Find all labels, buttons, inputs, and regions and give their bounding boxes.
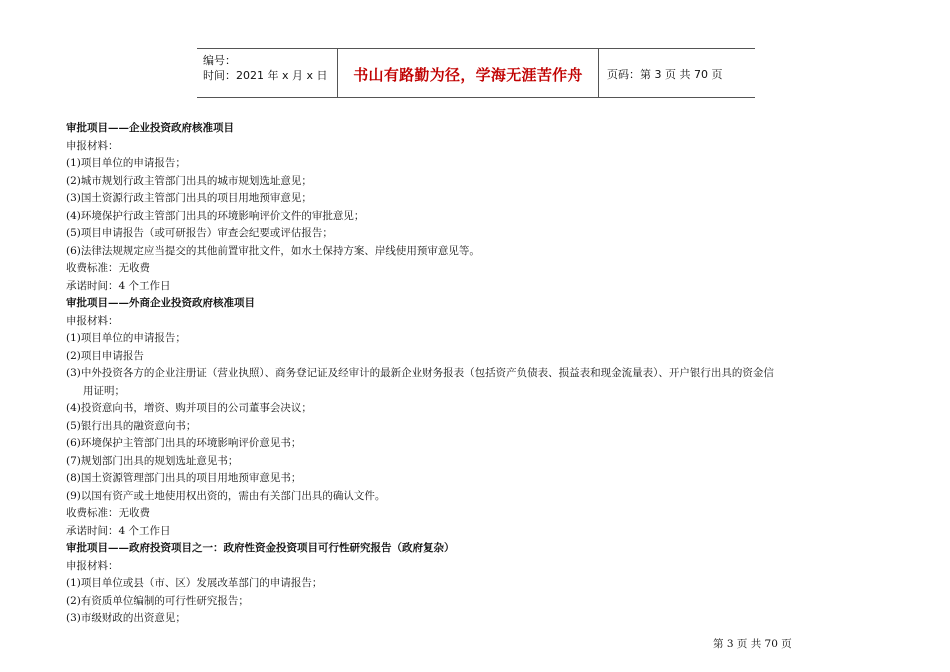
body-line: 收费标准：无收费: [66, 262, 150, 274]
body-line: 承诺时间：4 个工作日: [66, 279, 171, 292]
body-line: (6)环境保护主管部门出具的环境影响评价意见书；: [66, 437, 302, 449]
body-line: (3)中外投资各方的企业注册证（营业执照）、商务登记证及经审计的最新企业财务报表（包括资产负债表、损益表和现金流量表）、开户银行出具的资金信: [66, 367, 774, 379]
document-date-label: 时间：2021 年 x 月 x 日: [203, 69, 328, 82]
body-line: (2)项目申请报告: [66, 349, 144, 362]
body-line: 承诺时间：4 个工作日: [66, 524, 171, 537]
document-number-label: 编号：: [203, 54, 236, 67]
page-footer: 第 3 页 共 70 页: [713, 638, 792, 650]
body-line: (5)项目申请报告（或可研报告）审查会纪要或评估报告；: [66, 227, 333, 239]
body-line: (3)国土资源行政主管部门出具的项目用地预审意见；: [66, 192, 312, 204]
body-line: (4)投资意向书，增资、购并项目的公司董事会决议；: [66, 402, 312, 414]
body-line: (1)项目单位或县（市、区）发展改革部门的申请报告；: [66, 577, 323, 589]
body-line: 用证明；: [83, 384, 125, 397]
body-line: (1)项目单位的申请报告；: [66, 157, 186, 169]
header-meta: [197, 49, 337, 97]
body-line: 申报材料：: [66, 314, 119, 327]
section-heading: 审批项目——企业投资政府核准项目: [66, 122, 234, 134]
body-line: 申报材料：: [66, 559, 119, 572]
body-line: 收费标准：无收费: [66, 507, 150, 519]
body-line: (8)国土资源管理部门出具的项目用地预审意见书；: [66, 472, 302, 484]
page-header: [197, 48, 755, 98]
document-body: [66, 120, 896, 628]
body-line: (7)规划部门出具的规划选址意见书；: [66, 454, 239, 467]
section-heading: 审批项目——政府投资项目之一：政府性资金投资项目可行性研究报告（政府复杂）: [66, 542, 455, 554]
body-line: (4)环境保护行政主管部门出具的环境影响评价文件的审批意见；: [66, 209, 365, 222]
section-heading: 审批项目——外商企业投资政府核准项目: [66, 297, 255, 309]
page-code: 页码：第 3 页 共 70 页: [607, 68, 723, 81]
body-line: (5)银行出具的融资意向书；: [66, 419, 197, 432]
body-line: (2)城市规划行政主管部门出具的城市规划选址意见；: [66, 174, 312, 187]
motto-text: 书山有路勤为径，学海无涯苦作舟: [353, 66, 583, 84]
header-motto-cell: [337, 49, 599, 97]
body-line: 申报材料：: [66, 139, 119, 152]
header-page-cell: [599, 49, 755, 97]
body-line: (2)有资质单位编制的可行性研究报告；: [66, 594, 249, 607]
body-line: (6)法律法规规定应当提交的其他前置审批文件，如水土保持方案、岸线使用预审意见等。: [66, 244, 480, 257]
body-line: (9)以国有资产或土地使用权出资的，需由有关部门出具的确认文件。: [66, 489, 386, 502]
body-line: (3)市级财政的出资意见；: [66, 612, 186, 624]
body-line: (1)项目单位的申请报告；: [66, 332, 186, 344]
